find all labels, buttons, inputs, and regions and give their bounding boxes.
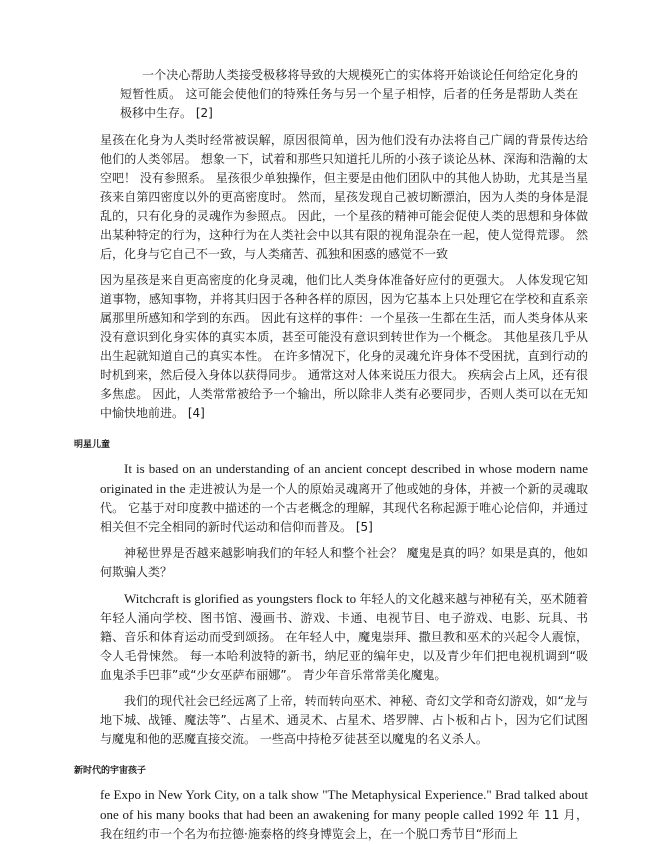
section-heading-cosmic-children: 新时代的宇宙孩子: [74, 766, 147, 776]
paragraph-7-text: 年 11 月，我在纽约市一个名为布拉德·施泰格的终身博览会上，在一个脱口秀节目“形而上: [100, 808, 588, 841]
block-quote: [100, 66, 588, 123]
paragraph-7: [100, 785, 588, 844]
paragraph-1: 星孩在化身为人类时经常被误解，原因很简单，因为他们没有办法将自己广阔的背景传达给他们的人类邻居。 想象一下，试着和那些只知道托儿所的小孩子谈论丛林、深海和浩瀚的太空吧！ 没有参照系。 星孩很少单独操作，但主要是由他们团队中的其他人协助，尤其是当星孩来自第四密度以外的更高密度时。 然而，星孩发现自己被切断漂泊，因为人类的身体是混乱的，只有化身的灵魂作为参照点。 因此，一个星孩的精神可能会促使人类的思想和身体做出某种特定的行为，这种行为在人类社会中以其有限的视角混杂在一起，使人觉得荒谬。 然后，化身与它自己不一致，与人类痛苦、孤独和困惑的感觉不一致: [100, 133, 588, 261]
paragraph-5-text: 年轻人的文化越来越与神秘有关，巫术随着年轻人涌向学校、图书馆、漫画书、游戏、卡通、电视节目、电子游戏、电影、玩具、书籍、音乐和体育运动而受到颂扬。 在年轻人中，魔鬼崇拜、撒旦教和巫术的兴起令人震惊，令人毛骨悚然。 每一本哈利波特的新书，纳尼亚的编年史，以及青少年们把电视机调到“吸血鬼杀手巴菲”或“少女巫萨布丽娜”。 青少年音乐常常美化魔鬼。: [100, 592, 588, 682]
section-heading-star-children: 明星儿童: [74, 440, 111, 450]
paragraph-3: [100, 459, 588, 537]
paragraph-3-latin: It is based on an understanding of an ancient concept described in whose modern name originated in the: [100, 461, 588, 496]
paragraph-6: 我们的现代社会已经远离了上帝，转而转向巫术、神秘、奇幻文学和奇幻游戏，如“龙与地下城、战锤、魔法等”、占星术、通灵术、占星术、塔罗牌、占卜板和占卜，因为它们试图与魔鬼和他的恶魔直接交流。 一些高中持枪歹徒甚至以魔鬼的名义杀人。: [100, 694, 588, 746]
paragraph-5: [100, 589, 588, 685]
paragraph-5-latin: Witchcraft is glorified as youngsters flock to: [124, 591, 360, 606]
paragraph-7-latin: fe Expo in New York City, on a talk show "The Metaphysical Experience." Brad talked about one of his many books that had been an awakening for many people called 1992: [100, 787, 588, 822]
paragraph-4: 神秘世界是否越来越影响我们的年轻人和整个社会？ 魔鬼是真的吗？如果是真的，他如何欺骗人类？: [100, 546, 588, 579]
paragraph-2: 因为星孩是来自更高密度的化身灵魂，他们比人类身体准备好应付的更强大。 人体发现它知道事物，感知事物，并将其归因于各种各样的原因，因为它基本上只处理它在学校和直系亲属那里所感知和学到的东西。 因此有这样的事件：一个星孩一生都在生活，而人类身体从来没有意识到化身实体的真实本质，甚至可能没有意识到转世作为一个概念。 其他星孩几乎从出生起就知道自己的真实本性。 在许多情况下，化身的灵魂允许身体不受困扰，直到行动的时机到来，然后侵入身体以获得同步。 通常这对人体来说压力很大。 疾病会占上风，还有很多焦虑。 因此，人类常常被给予一个输出，所以除非人类有必要同步，否则人类可以在无知中愉快地前进。 [4]: [100, 273, 588, 420]
paragraph-3-text: 走进被认为是一个人的原始灵魂离开了他或她的身体，并被一个新的灵魂取代。 它基于对印度教中描述的一个古老概念的理解，其现代名称起源于唯心论信仰，并通过相关但不完全相同的新时代运动和信仰而普及。 [5]: [100, 482, 588, 534]
quote-text: 一个决心帮助人类接受极移将导致的大规模死亡的实体将开始谈论任何给定化身的短暂性质。 这可能会使他们的特殊任务与另一个星子相悖，后者的任务是帮助人类在极移中生存。 [2]: [120, 68, 578, 120]
